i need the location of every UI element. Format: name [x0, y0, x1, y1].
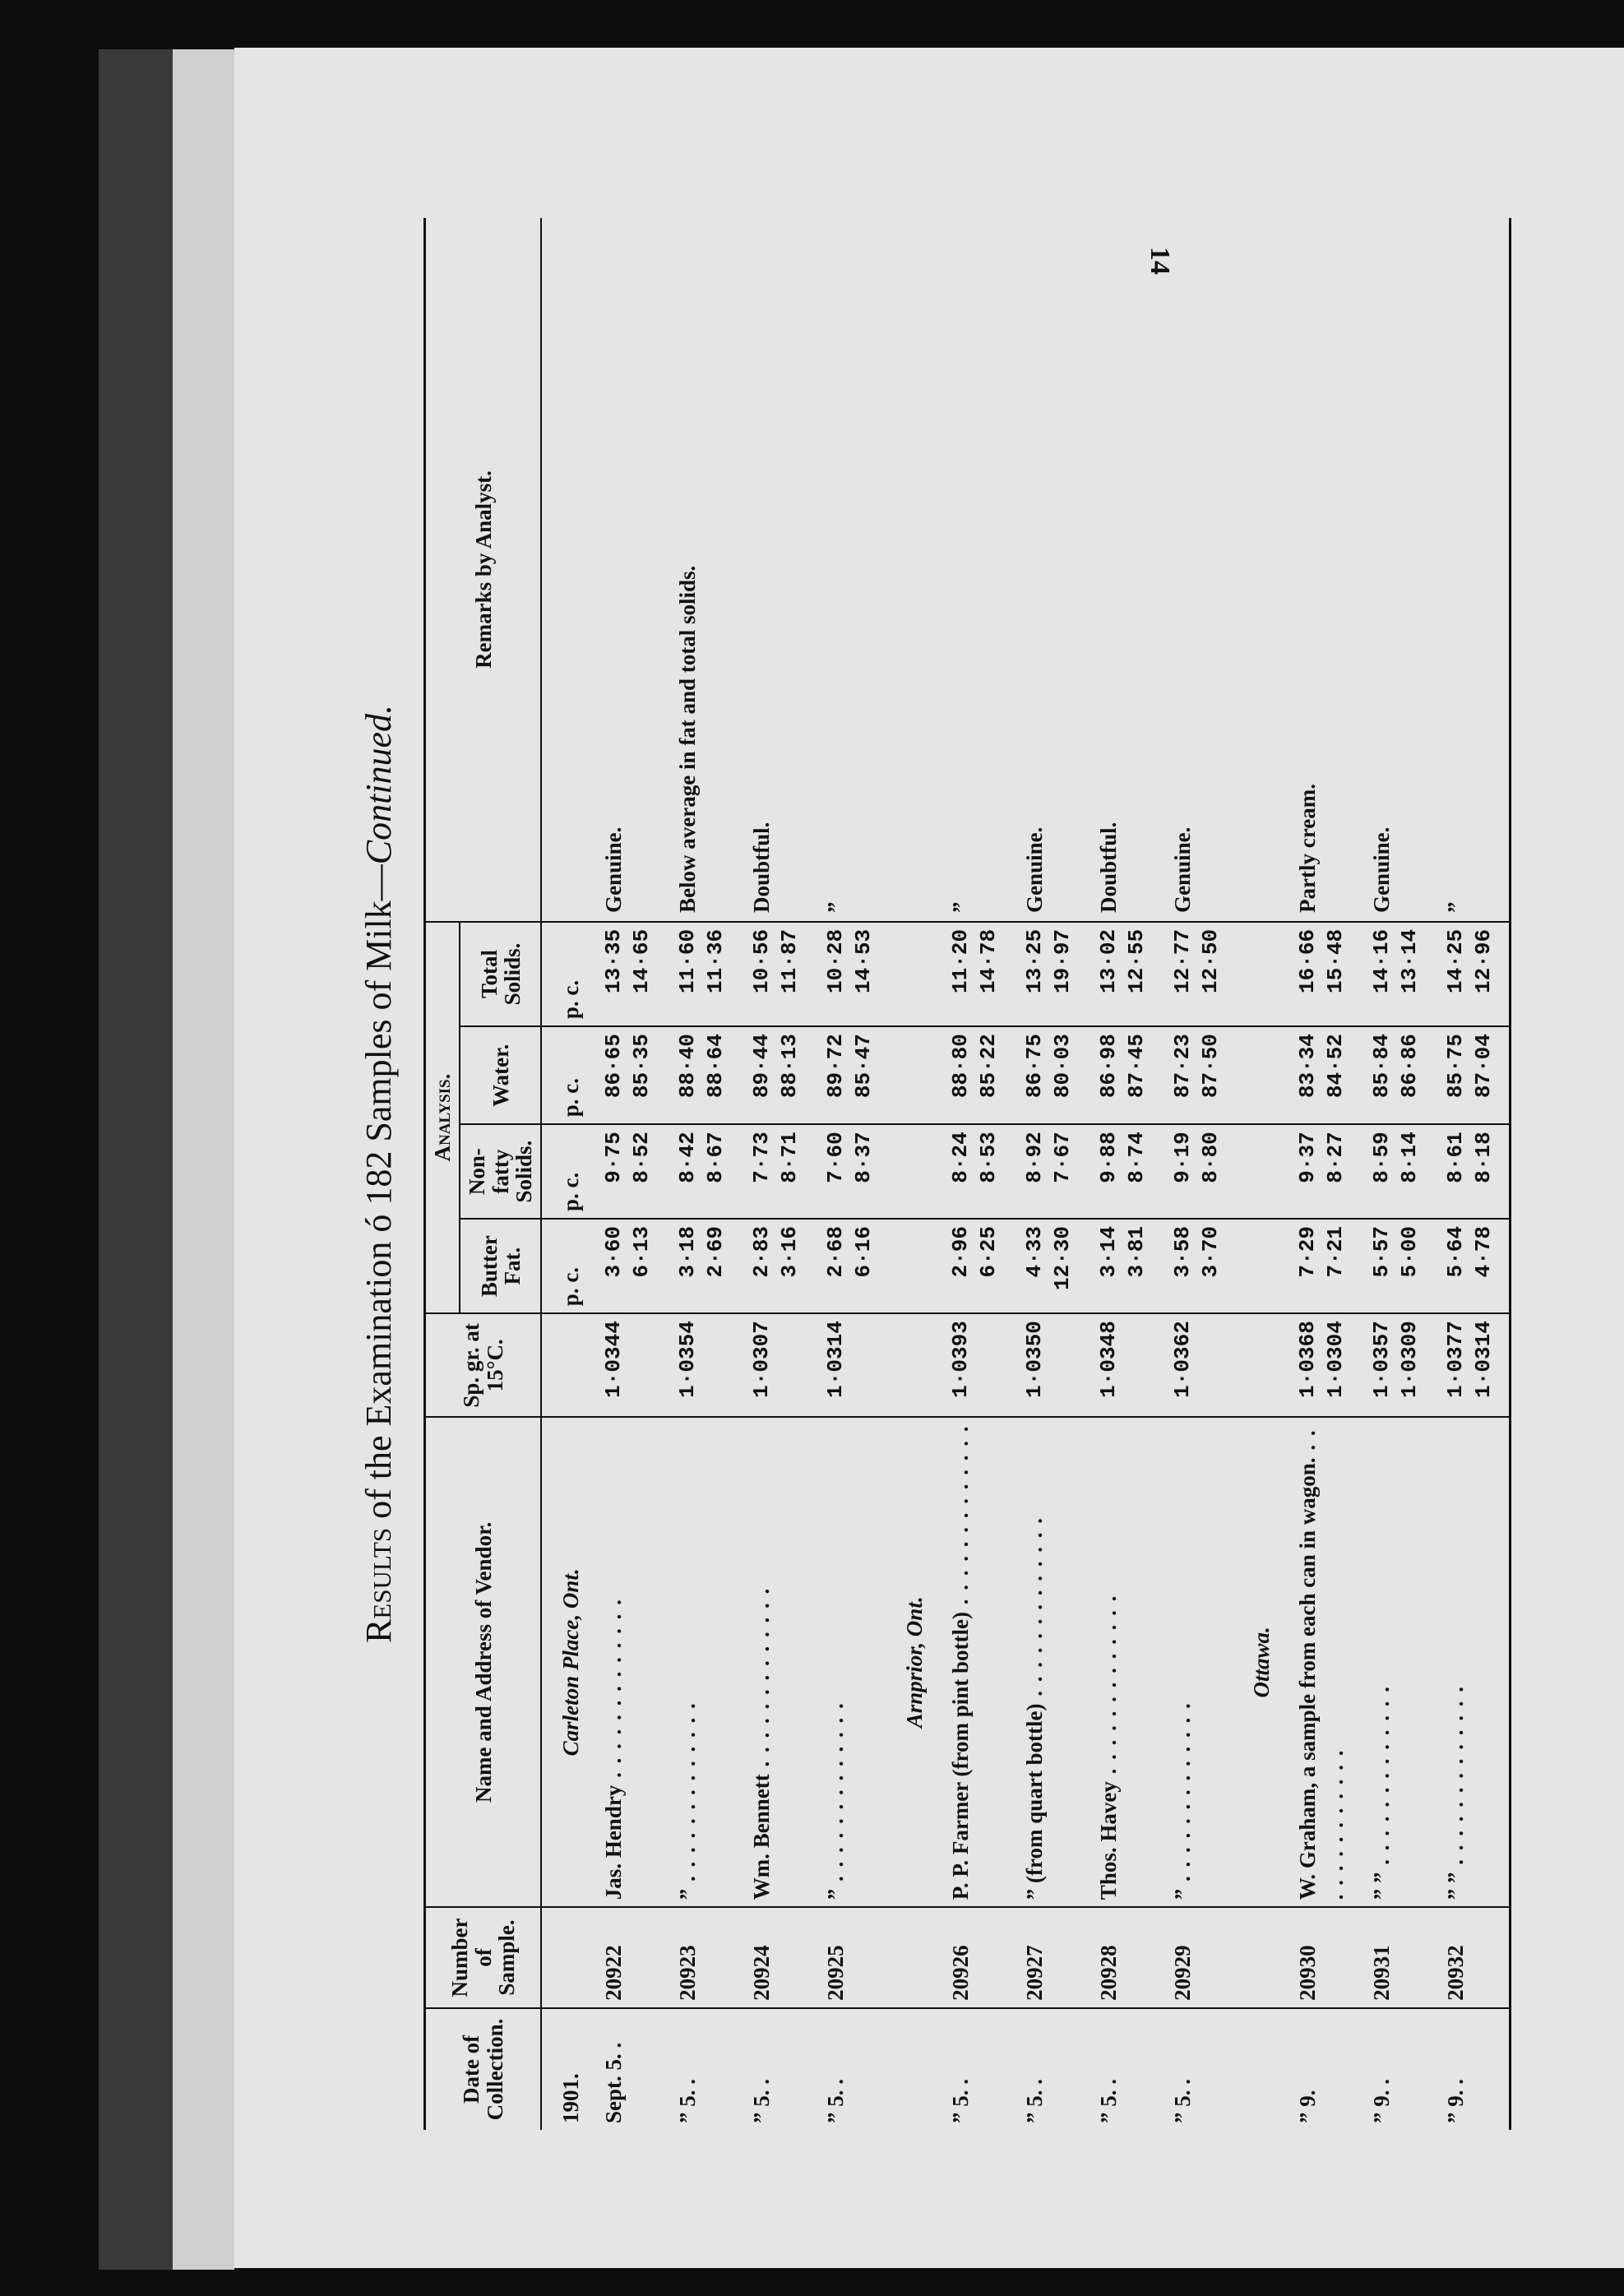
spgr-cell: 1·0354	[667, 1313, 741, 1417]
sample-number-cell: 20929	[1162, 1907, 1236, 2008]
empty-cell	[1236, 1124, 1287, 1219]
butter-fat-cell-value: 6·25	[976, 1226, 1002, 1278]
empty-cell	[1236, 1907, 1287, 2008]
remarks-cell: Below average in fat and total solids.	[667, 218, 741, 922]
non-fatty-cell-value: 8·53	[976, 1132, 1002, 1183]
table-row	[1014, 218, 1088, 2130]
table-caption	[358, 218, 400, 2130]
empty-cell	[889, 1026, 940, 1124]
non-fatty-cell-value: 8·24	[948, 1132, 974, 1183]
sample-number-cell: 20928	[1088, 1907, 1162, 2008]
vendor-name: Wm. Bennett . . .	[749, 1587, 774, 1900]
spgr-cell-value: 1·0368	[1295, 1321, 1321, 1398]
caption-middle: of the Examination ó 182 Samples of Milk—	[359, 864, 399, 1528]
non-fatty-cell	[1361, 1124, 1435, 1219]
butter-fat-cell-value: 5·57	[1369, 1226, 1395, 1278]
spgr-cell: 1·0393	[940, 1313, 1014, 1417]
butter-fat-cell-value: 5·64	[1443, 1226, 1469, 1278]
butter-fat-cell	[667, 1219, 741, 1313]
vendor-name-cell	[1088, 1417, 1162, 1907]
location-arnprior: Arnprior, Ont.	[889, 1417, 940, 1907]
remarks-cell: ”	[815, 218, 889, 922]
remarks-cell: ”	[1435, 218, 1511, 922]
water-cell	[1162, 1026, 1236, 1124]
vendor-name: P. P. Farmer (from pint bottle) . . .	[948, 1424, 973, 1900]
empty-cell	[889, 1907, 940, 2008]
total-solids-cell	[1361, 922, 1435, 1026]
empty-cell	[889, 922, 940, 1026]
total-solids-cell-value: 13·25	[1022, 928, 1048, 993]
non-fatty-cell-value: 8·37	[851, 1132, 877, 1183]
spgr-cell: 1·0307	[741, 1313, 815, 1417]
header-spgr: Sp. gr. at 15°C.	[425, 1313, 542, 1417]
water-cell-value: 83·34	[1295, 1034, 1321, 1099]
water-cell-value: 85·22	[976, 1034, 1002, 1099]
water-cell-value: 85·47	[851, 1034, 877, 1099]
total-solids-cell-value: 12·77	[1170, 928, 1196, 993]
total-solids-cell-value: 11·60	[675, 928, 701, 993]
location-ottawa: Ottawa.	[1236, 1417, 1287, 1907]
non-fatty-cell-value: 8·80	[1198, 1132, 1224, 1183]
vendor-name-cell	[593, 1417, 667, 1907]
empty-cell	[1236, 922, 1287, 1026]
total-solids-cell	[1162, 922, 1236, 1026]
non-fatty-cell	[741, 1124, 815, 1219]
water-cell	[1088, 1026, 1162, 1124]
empty-cell	[889, 2008, 940, 2130]
water-cell-value: 85·75	[1443, 1034, 1469, 1099]
sample-number-cell: 20932	[1435, 1907, 1511, 2008]
date-cell: ” 5. .	[1022, 2079, 1048, 2123]
unit-water: p. c.	[541, 1026, 593, 1124]
caption-prefix: Results	[359, 1527, 399, 1644]
sample-number-cell: 20922	[593, 1907, 667, 2008]
empty-cell	[1236, 1219, 1287, 1313]
spgr-cell-value: 1·0314	[1471, 1321, 1497, 1398]
water-cell	[1014, 1026, 1088, 1124]
empty-cell	[889, 1124, 940, 1219]
date-cell: ” 9.	[1295, 2090, 1321, 2123]
table-row	[667, 218, 741, 2130]
non-fatty-cell	[667, 1124, 741, 1219]
total-solids-cell	[741, 922, 815, 1026]
butter-fat-cell	[1287, 1219, 1361, 1313]
water-cell-value: 89·72	[823, 1034, 849, 1099]
water-cell-value: 87·04	[1471, 1034, 1497, 1099]
total-solids-cell-value: 12·96	[1471, 928, 1497, 993]
total-solids-cell-value: 14·25	[1443, 928, 1469, 993]
sample-number-cell: 20927	[1014, 1907, 1088, 2008]
butter-fat-cell	[1361, 1219, 1435, 1313]
butter-fat-cell-value: 5·00	[1397, 1226, 1423, 1278]
butter-fat-cell	[940, 1219, 1014, 1313]
date-cell: ” 9. .	[1435, 2008, 1511, 2130]
butter-fat-cell-value: 3·16	[777, 1226, 803, 1278]
vendor-name: ” . . .	[823, 1701, 848, 1900]
vendor-name: ” (from quart bottle) . . .	[1022, 1516, 1047, 1900]
header-butter-fat: Butter Fat.	[460, 1219, 541, 1313]
unit-fat: p. c.	[541, 1219, 593, 1313]
location-row	[1236, 218, 1287, 2130]
vendor-name-cell	[940, 1417, 1014, 1907]
total-solids-cell	[1435, 922, 1511, 1026]
sample-number-cell: 20924	[741, 1907, 815, 2008]
butter-fat-cell-value: 3·14	[1096, 1226, 1122, 1278]
non-fatty-cell	[1435, 1124, 1511, 1219]
total-solids-cell	[1287, 922, 1361, 1026]
non-fatty-cell-value: 9·19	[1170, 1132, 1196, 1183]
butter-fat-cell-value: 4·78	[1471, 1226, 1497, 1278]
date-cell: ” 9. .	[1369, 2079, 1395, 2123]
butter-fat-cell-value: 12·30	[1050, 1226, 1076, 1291]
spgr-cell: 1·0348	[1088, 1313, 1162, 1417]
unit-nonfat: p. c.	[541, 1124, 593, 1219]
non-fatty-cell-value: 9·75	[601, 1132, 627, 1183]
scan-edge-left	[99, 49, 173, 2270]
non-fatty-cell-value: 8·92	[1022, 1132, 1048, 1183]
butter-fat-cell-value: 3·58	[1170, 1226, 1196, 1278]
non-fatty-cell	[940, 1124, 1014, 1219]
date-cell: ” 5. .	[948, 2079, 974, 2123]
spgr-cell-value: 1·0304	[1323, 1321, 1349, 1398]
total-solids-cell-value: 13·35	[601, 928, 627, 993]
water-cell-value: 87·23	[1170, 1034, 1196, 1099]
total-solids-cell	[940, 922, 1014, 1026]
vendor-name-cell	[1162, 1417, 1236, 1907]
butter-fat-cell	[1435, 1219, 1511, 1313]
butter-fat-cell-value: 2·68	[823, 1226, 849, 1278]
water-cell	[1435, 1026, 1511, 1124]
total-solids-cell	[593, 922, 667, 1026]
remarks-cell: ”	[940, 218, 1014, 922]
spgr-cell-value: 1·0377	[1443, 1321, 1469, 1398]
water-cell-value: 88·40	[675, 1034, 701, 1099]
vendor-name-cell	[741, 1417, 815, 1907]
spgr-cell-value: 1·0309	[1397, 1321, 1423, 1398]
non-fatty-cell-value: 8·74	[1124, 1132, 1150, 1183]
total-solids-cell	[815, 922, 889, 1026]
non-fatty-cell-value: 8·52	[629, 1132, 655, 1183]
non-fatty-cell	[593, 1124, 667, 1219]
non-fatty-cell	[1287, 1124, 1361, 1219]
total-solids-cell-value: 12·55	[1124, 928, 1150, 993]
water-cell-value: 89·44	[749, 1034, 775, 1099]
table-row	[593, 218, 667, 2130]
total-solids-cell-value: 11·87	[777, 928, 803, 993]
sample-number-cell: 20931	[1361, 1907, 1435, 2008]
water-cell-value: 86·86	[1397, 1034, 1423, 1099]
remarks-cell: Genuine.	[593, 218, 667, 922]
vendor-name: ” ” . . .	[1369, 1685, 1394, 1900]
table-body	[541, 218, 1511, 2130]
vendor-name: ” ” . . .	[1443, 1685, 1468, 1900]
butter-fat-cell-value: 7·29	[1295, 1226, 1321, 1278]
spgr-cell	[1287, 1313, 1361, 1417]
water-cell-value: 87·50	[1198, 1034, 1224, 1099]
total-solids-cell	[1088, 922, 1162, 1026]
page-number: 14	[1145, 247, 1175, 275]
date-cell: ” 5. .	[749, 2079, 775, 2123]
non-fatty-cell	[815, 1124, 889, 1219]
non-fatty-cell-value: 9·37	[1295, 1132, 1321, 1183]
total-solids-cell-value: 14·53	[851, 928, 877, 993]
total-solids-cell-value: 19·97	[1050, 928, 1076, 993]
vendor-name: Thos. Havey . . .	[1096, 1595, 1121, 1900]
non-fatty-cell-value: 8·61	[1443, 1132, 1469, 1183]
butter-fat-cell-value: 6·13	[629, 1226, 655, 1278]
remarks-cell: Doubtful.	[1088, 218, 1162, 922]
vendor-name: W. Graham, a sample from each can in wagon. . . .	[1295, 1428, 1348, 1900]
milk-samples-table	[423, 218, 1511, 2130]
location-carleton: Carleton Place, Ont.	[541, 1417, 593, 1907]
water-cell-value: 86·98	[1096, 1034, 1122, 1099]
vendor-name-cell	[815, 1417, 889, 1907]
water-cell-value: 87·45	[1124, 1034, 1150, 1099]
table-row	[1162, 218, 1236, 2130]
water-cell-value: 85·35	[629, 1034, 655, 1099]
vendor-name-cell	[1014, 1417, 1088, 1907]
water-cell-value: 86·65	[601, 1034, 627, 1099]
butter-fat-cell-value: 2·83	[749, 1226, 775, 1278]
non-fatty-cell	[1088, 1124, 1162, 1219]
vendor-name: ” . . .	[675, 1701, 700, 1900]
vendor-name-cell	[1287, 1417, 1361, 1907]
butter-fat-cell-value: 6·16	[851, 1226, 877, 1278]
water-cell-value: 88·64	[703, 1034, 729, 1099]
non-fatty-cell-value: 8·67	[703, 1132, 729, 1183]
total-solids-cell-value: 13·14	[1397, 928, 1423, 993]
vendor-name-cell	[1435, 1417, 1511, 1907]
remarks-cell: Partly cream.	[1287, 218, 1361, 922]
butter-fat-cell	[593, 1219, 667, 1313]
spgr-cell: 1·0314	[815, 1313, 889, 1417]
table-row	[1361, 218, 1435, 2130]
total-solids-cell-value: 15·48	[1323, 928, 1349, 993]
butter-fat-cell-value: 3·18	[675, 1226, 701, 1278]
empty-cell	[1236, 1026, 1287, 1124]
non-fatty-cell-value: 8·18	[1471, 1132, 1497, 1183]
butter-fat-cell-value: 4·33	[1022, 1226, 1048, 1278]
total-solids-cell-value: 14·65	[629, 928, 655, 993]
header-date: Date of Collection.	[425, 2008, 542, 2130]
table-row	[815, 218, 889, 2130]
non-fatty-cell-value: 7·60	[823, 1132, 849, 1183]
water-cell	[741, 1026, 815, 1124]
empty-cell	[889, 1219, 940, 1313]
water-cell	[1361, 1026, 1435, 1124]
non-fatty-cell-value: 8·71	[777, 1132, 803, 1183]
remarks-cell: Genuine.	[1361, 218, 1435, 922]
non-fatty-cell	[1014, 1124, 1088, 1219]
date-cell: ” 5. .	[1096, 2079, 1122, 2123]
water-cell-value: 85·84	[1369, 1034, 1395, 1099]
butter-fat-cell	[1088, 1219, 1162, 1313]
header-total: Total Solids.	[460, 922, 541, 1026]
empty-cell	[1236, 2008, 1287, 2130]
spgr-cell-value: 1·0357	[1369, 1321, 1395, 1398]
non-fatty-cell-value: 7·73	[749, 1132, 775, 1183]
total-solids-cell-value: 13·02	[1096, 928, 1122, 993]
butter-fat-cell	[815, 1219, 889, 1313]
sample-number-cell: 20926	[940, 1907, 1014, 2008]
header-number: Number of Sample.	[425, 1907, 542, 2008]
total-solids-cell-value: 14·78	[976, 928, 1002, 993]
water-cell-value: 88·13	[777, 1034, 803, 1099]
date-cell: ” 5. .	[675, 2079, 701, 2123]
water-cell-value: 86·75	[1022, 1034, 1048, 1099]
header-water: Water.	[460, 1026, 541, 1124]
water-cell	[815, 1026, 889, 1124]
location-row	[889, 218, 940, 2130]
butter-fat-cell-value: 3·60	[601, 1226, 627, 1278]
water-cell-value: 84·52	[1323, 1034, 1349, 1099]
header-non-fatty: Non-fatty Solids.	[460, 1124, 541, 1219]
total-solids-cell	[667, 922, 741, 1026]
total-solids-cell	[1014, 922, 1088, 1026]
total-solids-cell-value: 14·16	[1369, 928, 1395, 993]
spgr-cell: 1·0350	[1014, 1313, 1088, 1417]
butter-fat-cell	[741, 1219, 815, 1313]
table-row	[1088, 218, 1162, 2130]
water-cell	[940, 1026, 1014, 1124]
total-solids-cell-value: 10·56	[749, 928, 775, 993]
vendor-name: ” . . .	[1170, 1701, 1195, 1900]
total-solids-cell-value: 16·66	[1295, 928, 1321, 993]
table-row	[1435, 218, 1511, 2130]
empty-cell	[889, 218, 940, 922]
date-cell: ” 5. .	[823, 2079, 849, 2123]
total-solids-cell-value: 11·36	[703, 928, 729, 993]
non-fatty-cell-value: 8·27	[1323, 1132, 1349, 1183]
butter-fat-cell	[1014, 1219, 1088, 1313]
sample-number-cell: 20923	[667, 1907, 741, 2008]
table-row	[1287, 218, 1361, 2130]
remarks-cell: Genuine.	[1162, 218, 1236, 922]
butter-fat-cell	[1162, 1219, 1236, 1313]
spgr-cell: 1·0344	[593, 1313, 667, 1417]
butter-fat-cell-value: 2·69	[703, 1226, 729, 1278]
table-row	[741, 218, 815, 2130]
table-row	[940, 218, 1014, 2130]
date-cell: ” 5. .	[1170, 2079, 1196, 2123]
non-fatty-cell-value: 9·88	[1096, 1132, 1122, 1183]
sample-number-cell: 20930	[1287, 1907, 1361, 2008]
non-fatty-cell-value: 8·59	[1369, 1132, 1395, 1183]
sample-number-cell: 20925	[815, 1907, 889, 2008]
unit-total: p. c.	[541, 922, 593, 1026]
spgr-cell	[1435, 1313, 1511, 1417]
water-cell	[667, 1026, 741, 1124]
total-solids-cell-value: 12·50	[1198, 928, 1224, 993]
non-fatty-cell-value: 8·42	[675, 1132, 701, 1183]
total-solids-cell-value: 11·20	[948, 928, 974, 993]
empty-cell	[889, 1313, 940, 1417]
date-cell: Sept. 5. .	[601, 2042, 627, 2123]
vendor-name-cell	[1361, 1417, 1435, 1907]
vendor-name: Jas. Hendry . . .	[601, 1598, 626, 1900]
empty-cell	[1236, 218, 1287, 922]
remarks-cell: Genuine.	[1014, 218, 1088, 922]
butter-fat-cell-value: 7·21	[1323, 1226, 1349, 1278]
spgr-cell: 1·0362	[1162, 1313, 1236, 1417]
caption-suffix: Continued.	[359, 704, 399, 865]
water-cell	[593, 1026, 667, 1124]
year-label: 1901.	[558, 2073, 584, 2123]
spgr-cell	[1361, 1313, 1435, 1417]
total-solids-cell-value: 10·28	[823, 928, 849, 993]
butter-fat-cell-value: 3·70	[1198, 1226, 1224, 1278]
scan-edge-strip	[173, 49, 234, 2270]
vendor-name-cell	[667, 1417, 741, 1907]
water-cell	[1287, 1026, 1361, 1124]
non-fatty-cell-value: 7·67	[1050, 1132, 1076, 1183]
rotated-table-container	[349, 218, 1542, 2130]
header-analysis: Analysis.	[425, 922, 460, 1313]
non-fatty-cell	[1162, 1124, 1236, 1219]
butter-fat-cell-value: 3·81	[1124, 1226, 1150, 1278]
empty-cell	[1236, 1313, 1287, 1417]
header-name: Name and Address of Vendor.	[425, 1417, 542, 1907]
water-cell-value: 80·03	[1050, 1034, 1076, 1099]
water-cell-value: 88·80	[948, 1034, 974, 1099]
header-remarks: Remarks by Analyst.	[425, 218, 542, 922]
units-row	[541, 218, 593, 2130]
remarks-cell: Doubtful.	[741, 218, 815, 922]
butter-fat-cell-value: 2·96	[948, 1226, 974, 1278]
non-fatty-cell-value: 8·14	[1397, 1132, 1423, 1183]
